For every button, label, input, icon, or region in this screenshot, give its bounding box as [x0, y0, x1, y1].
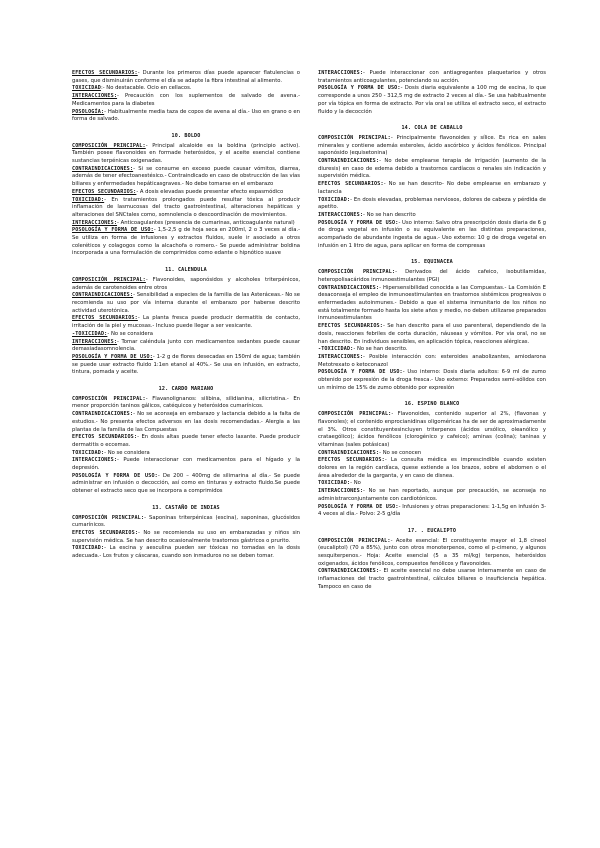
paragraph-composicion-principal	[72, 277, 300, 292]
field-text: - Anticoagulantes (presencia de cumarinas, anticoagulante natural)	[117, 219, 295, 226]
field-text: - No se considera	[107, 330, 153, 337]
paragraph-toxicidad	[72, 331, 300, 339]
field-label: INTERACCIONES:	[318, 353, 364, 360]
field-text: - Sensibilidad a especies de la familia de las Asteráceas.- No se recomienda su uso por vía interna durante el embarazo por haberse descrito actividad uterotónica.	[72, 292, 300, 314]
field-label: CONTRAINDICACIONES:	[318, 158, 380, 165]
paragraph-posologia-y-forma-de-uso	[72, 227, 300, 258]
paragraph-posologia-y-forma-de-uso	[318, 220, 546, 251]
field-label: EFECTOS SECUNDARIOS:	[72, 188, 137, 195]
paragraph-toxicidad	[318, 197, 546, 212]
field-text: :- No destacable. Ocio en cellacos.	[100, 85, 192, 92]
field-label: EFECTOS SECUNDARIOS:	[72, 315, 138, 322]
paragraph-posologia-y-forma-de-uso	[318, 504, 546, 519]
paragraph-efectos-secundarios	[72, 70, 300, 85]
section-title: 13. CASTAÑO DE INDIAS	[152, 504, 220, 511]
field-text: - Flavanolignanos: silibina, silidianina, silicristina.- En menor proporción taninos gálicos, catéquicos y heterósidos cumarínicos.	[72, 395, 300, 410]
paragraph-toxicidad	[318, 346, 546, 354]
field-text: - Dosis diaria equivalente a 100 mg de escina, lo que corresponde a unos 250 - 312,5 mg de extracto 2 veces al día.- Se usa habitualmente por vía tópica en forma de extracto. Por vía oral se utiliza el extracto seco, el extracto fluido y la decocción	[318, 85, 546, 115]
field-label: TOXICIDAD:	[72, 449, 105, 456]
paragraph-contraindicaciones	[318, 568, 546, 591]
field-label: TOXICIDAD	[72, 85, 101, 92]
field-text: - No	[350, 480, 361, 487]
field-label: COMPOSICIÓN PRINCIPAL:	[72, 276, 146, 283]
field-text: - Uso interno: Dosis diaria adultos: 6-9 ml de zumo obtenido por expresión de la droga fresca.- Uso externo: Preparados semi-sólidos con un mínimo de 15% de zumo obtenido por expresión	[318, 369, 546, 391]
field-label: CONTRAINDICACIONES:	[72, 411, 134, 418]
field-text: - Saponinas triterpénicas (escina), saponinas, glucósidos cumarínicos.	[72, 514, 300, 529]
document-page	[72, 70, 546, 840]
field-label: INTERACCIONES:	[72, 93, 118, 100]
paragraph-contraindicaciones	[72, 166, 300, 189]
field-label: INTERACCIONES:	[72, 457, 118, 464]
field-text: - Se han descrito para el uso parenteral, dependiendo de la dosis, reacciones febriles de corta duración, náuseas y vómitos. Por vía oral, no se han descrito. En individuos sensibles, en aplicación tópica, reacciones alérgicas.	[318, 323, 546, 345]
field-text: - No se han descrito	[363, 211, 416, 218]
paragraph-posologia-y-forma-de-uso	[72, 354, 300, 377]
paragraph-composicion-principal	[72, 143, 300, 166]
paragraph-composicion-principal	[72, 515, 300, 530]
field-label: POSOLOGÍA Y FORMA DE USO:	[318, 369, 403, 376]
field-label: CONTRAINDICACIONES:	[318, 568, 380, 575]
field-label: INTERACCIONES:	[72, 338, 118, 345]
paragraph-contraindicaciones	[72, 292, 300, 315]
field-text: - En tratamientos prolongados puede resultar tóxica al producir inflamación de lasmucosas del tracto gastrointestinal, alteraciones hepáticas y alteraciones del SNCtales como, somnolencia o descoordinación de movimientos.	[72, 196, 300, 218]
field-label: CONTRAINDICACIONES:	[72, 292, 134, 299]
paragraph-contraindicaciones	[318, 158, 546, 181]
paragraph-toxicidad	[318, 480, 546, 488]
section-title: 17. . EUCALIPTO	[407, 527, 457, 534]
field-label: COMPOSICIÓN PRINCIPAL:	[318, 134, 391, 141]
section-title: 16. ESPINO BLANCO	[404, 401, 460, 408]
field-label: COMPOSICIÓN PRINCIPAL:	[318, 269, 396, 276]
field-text: - No se aconseja en embarazo y lactancia debido a la falta de estudios.- No presenta efectos adversos en las dosis recomendadas.- Alergia a las plantas de la familia de las Compuestas	[72, 411, 300, 433]
paragraph-composicion-principal	[318, 269, 546, 284]
field-label: EFECTOS SECUNDARIOS:	[72, 70, 138, 76]
monograph-section	[72, 386, 300, 496]
field-text: - No se recomienda su uso en embarazadas y niños sin supervisión médica. Se han descrito ocasionalmente trastornos gástricos o prurito.	[72, 529, 300, 544]
field-text: - Derivados del ácido cafeico, isobutilamidas, heteropolisacáridos inmunoestimulantes (PGI)	[318, 269, 546, 283]
field-text: - Durante los primeros días puede aparecer flatulencias o gases, que disminuirán conforme el día se adapte la fibra intestinal al alimento.	[72, 70, 300, 84]
field-label: -TOXICIDAD:	[72, 330, 108, 337]
field-label: EFECTOS SECUNDARIOS:	[318, 181, 384, 188]
paragraph-composicion-principal	[318, 411, 546, 450]
field-label: COMPOSICIÓN PRINCIPAL:	[72, 395, 146, 402]
field-text: - No se conocen	[379, 449, 422, 456]
monograph-section	[72, 505, 300, 561]
field-label: COMPOSICIÓN PRINCIPAL:	[72, 514, 145, 521]
section-title: 14. COLA DE CABALLO	[401, 125, 463, 132]
field-label: INTERACCIONES:	[318, 211, 364, 218]
field-label: EFECTOS SECUNDARIOS:	[72, 434, 138, 441]
paragraph-efectos-secundarios	[72, 434, 300, 449]
field-text: - Flavonoides, contenido superior al 2%, (flavonas y flavonoles); el contenido enprocianidinas oligoméricas ha de ser de aproximadamente el 3%. Otros constituyentesincluyen triterpenos (ácidos ursólico, oleanólico y crataególico); ácidos fenólicos (clorogénico y cafeico); aminas (colina); taninas y vitaminas (sales potásicas)	[318, 411, 546, 448]
paragraph-efectos-secundarios	[318, 457, 546, 480]
field-label: INTERACCIONES:	[318, 70, 364, 76]
paragraph-composicion-principal	[318, 538, 546, 569]
field-text: - La planta fresca puede producir dermatitis de contacto, irritación de la piel y mucosas.- Incluso puede llegar a ser vesicante.	[72, 315, 300, 330]
field-label: EFECTOS SECUNDARIOS:	[318, 457, 385, 464]
paragraph-toxicidad	[72, 85, 300, 93]
paragraph-efectos-secundarios	[318, 181, 546, 196]
field-label: EFECTOS SECUNDARIOS:	[318, 323, 383, 330]
paragraph-composicion-principal	[72, 396, 300, 411]
monograph-section	[72, 267, 300, 377]
paragraph-posologia-y-forma-de-uso	[318, 85, 546, 116]
field-label: POSOLOGÍA Y FORMA DE USO:	[72, 353, 153, 360]
paragraph-efectos-secundarios	[72, 189, 300, 197]
field-text: - 1-2 g de flores desecadas en 150ml de agua; también se puede usar extracto fluido 1:1en etanol al 40%.- Se usa en infusión, en extracto, tintura, pomada y aceite.	[72, 353, 300, 376]
section-title: 11. CALENDULA	[165, 267, 207, 274]
monograph-section	[318, 528, 546, 592]
field-text: - Puede interaccionar con antiagregantes plaquetarios y otros tratamientos anticoagulantes, potenciando su acción.	[318, 70, 546, 84]
field-label: INTERACCIONES:	[318, 488, 364, 495]
monograph-section	[318, 125, 546, 250]
field-text: - Habitualmente media taza de copos de avena al día.- Uso en grano o en forma de salvado.	[72, 108, 300, 123]
field-label: CONTRAINDICACIONES:	[318, 449, 380, 456]
field-text: - Uso interno: Salvo otra prescripción dosis diaria de 6 g de droga vegetal en infusión o su equivalente en las distintas preparaciones, acompañado de abundante ingesta de agua.- Uso externo: 10 g de droga vegetal en infusión en 1 litro de agua, para aplicar en forma de compresas	[318, 219, 546, 249]
paragraph-interacciones	[318, 488, 546, 503]
field-label: POSOLOGÍA Y FORMA DE USO:	[72, 472, 158, 479]
paragraph-posologia	[72, 109, 300, 124]
right-column	[318, 70, 546, 840]
paragraph-interacciones	[318, 212, 546, 220]
field-label: -TOXICIDAD:	[318, 346, 354, 353]
field-label: POSOLOGÍA Y FORMA DE USO:	[318, 219, 399, 226]
field-text: - La escina y aesculina pueden ser tóxicas no tomadas en la dosis adecuada.- Los frutos y cáscaras, cuando son inmaduros no se deben tomar.	[72, 545, 300, 560]
field-text: - El aceite esencial no debe usarse internamente en caso de inflamaciones del tracto gastrointestinal, cálculos biliares o insuficiencia hepática. Tampoco en caso de	[318, 568, 546, 590]
field-text: - No se han descrito.	[353, 346, 408, 353]
field-label: POSOLOGÍA Y FORMA DE USO:	[318, 85, 401, 92]
monograph-section	[318, 259, 546, 392]
section-title: 12. CARDO MARIANO	[158, 386, 214, 393]
section-title: 15. EQUINACEA	[411, 259, 453, 266]
paragraph-efectos-secundarios	[72, 530, 300, 545]
paragraph-contraindicaciones	[72, 411, 300, 434]
field-text: - Precaución con los suplementos de salvado de avena.- Medicamentos para la diabetes	[72, 93, 300, 107]
field-text: - Posible interacción con: esteroides anabolizantes, amiodarona Metotrexato o ketoconazol	[318, 353, 546, 368]
paragraph-efectos-secundarios	[318, 323, 546, 346]
field-label: COMPOSICIÓN PRINCIPAL:	[72, 142, 146, 149]
field-text: - 1,5-2,5 g de hoja seca en 200ml, 2 o 3 veces al día.- Se utiliza en forma de infusiones y extractos fluidos, suele ir asociado a otros coleréticos y colagogos como la alcachofa o romero.- Se puede administrar boldina incorporada a una formulación de comprimidos como edante o hipnótico suave	[72, 227, 300, 257]
field-text: - Infusiones y otras preparaciones: 1-1,5g en infusión 3-4 veces al día.- Polvo: 2-5 g/día	[318, 503, 546, 518]
field-label: COMPOSICIÓN PRINCIPAL:	[318, 537, 391, 544]
section-title: 10. BOLDO	[171, 132, 201, 139]
paragraph-toxicidad	[72, 545, 300, 560]
paragraph-interacciones	[72, 339, 300, 354]
field-text: - En dosis elevadas, problemas nerviosos, dolores de cabeza y pérdida de apetito.	[318, 196, 546, 211]
paragraph-posologia-y-forma-de-uso	[72, 473, 300, 496]
paragraph-toxicidad	[72, 197, 300, 220]
field-text: - Flavonoides, saponósidos y alcoholes triterpénicos, además de carotenoides entre otros	[72, 276, 300, 291]
monograph-section	[72, 70, 300, 124]
field-text: - No se han descrito- No debe emplearse en embarazo y lactancia	[318, 181, 546, 195]
field-text: - Principalmente flavonoides y sílice. Es rica en sales minerales y contiene además esteroles, ácido ascórbico y ácidos fenólicos. Principal saponósido (equisetonina)	[318, 134, 546, 157]
field-label: INTERACCIONES:	[72, 219, 118, 226]
paragraph-interacciones	[72, 93, 300, 108]
field-label: TOXICIDAD:	[72, 196, 105, 203]
paragraph-posologia-y-forma-de-uso	[318, 369, 546, 392]
monograph-section	[72, 133, 300, 258]
paragraph-contraindicaciones	[318, 285, 546, 324]
field-text: - Principal alcaloide es la boldina (principio activo). También posee flavonoides en formade heterósidos, y el aceite esencial contiene sustancias terpénicas oxigenadas.	[72, 142, 300, 165]
monograph-section	[318, 70, 546, 116]
field-label: TOXICIDAD:	[318, 196, 351, 203]
paragraph-interacciones	[318, 354, 546, 369]
field-label: TOXICIDAD:	[318, 480, 351, 487]
paragraph-efectos-secundarios	[72, 315, 300, 330]
left-column	[72, 70, 300, 840]
field-text: - No se han reportado, aunque por precaución, se aconseja no administrarconjuntamente con cardiotónicos.	[318, 488, 546, 502]
field-text: - Puede interaccionar con medicamentos para el hígado y la depresión.	[72, 457, 300, 472]
paragraph-composicion-principal	[318, 135, 546, 158]
field-text: - A dosis elevadas puede presentar efecto espasmódico	[136, 188, 284, 195]
field-text: - No debe emplearse terapia de irrigación (aumento de la diuresis) en caso de edema debido a trastornos cardíacos o renales sin indicación y supervisión médica.	[318, 158, 546, 180]
field-label: POSOLOGÍA:	[72, 108, 105, 115]
field-text: - Hipersensibilidad conocida a las Compuestas.- La Comisión E desaconseja el empleo de inmunoestimulantes en trastornos sistémicos progresivos o enfermedades autoinmunes.- Debido a que el sistema inmunitario de los niños no está totalmente formado hasta los siete años y medio, no deben utilizarse preparados inmunoestimulantes	[318, 284, 546, 322]
field-label: COMPOSICIÓN PRINCIPAL:	[318, 411, 392, 418]
field-text: - No se considera	[104, 449, 150, 456]
field-text: - En dosis altas puede tener efecto laxante. Puede producir dermatitis o eccemas.	[72, 434, 300, 448]
field-label: EFECTOS SECUNDARIOS:	[72, 529, 139, 536]
field-text: - La consulta médica es imprescindible cuando existen dolores en la región cardíaca, quese extiende a los brazos, sobre el abdomen o el área alrededor de la garganta, y en caso de disnea.	[318, 457, 546, 479]
field-label: POSOLOGÍA Y FORMA DE USO:	[318, 503, 399, 510]
field-label: CONTRAINDICACIONES:	[72, 165, 134, 172]
field-label: POSOLOGÍA Y FORMA DE USO:	[72, 227, 154, 234]
field-text: - De 200 – 400mg de silimarina al día.- Se puede administrar en infusión o decocción, así como en tinturas y extracto fluido.Se puede obtener el extracto seco que se incorpora a comprimidos	[72, 472, 300, 495]
field-text: - Aceite esencial: El constituyente mayor el 1,8 cineol (eucaliptol) (70 a 85%), junto con otros monoterpenos, como el p-cimeno, y algunos sesquiterpenos.- Hoja: Aceite esencial (5 a 35 ml/kg) terpenos, heterósidos oxigenados, ácidos fenólicos, compuestos fenólicos y flavonoides.	[318, 537, 546, 567]
monograph-section	[318, 401, 546, 519]
field-text: - Tomar caléndula junto con medicamentos sedantes puede causar demasiadasomnolencia.	[72, 338, 300, 353]
field-label: TOXICIDAD:	[72, 545, 105, 552]
paragraph-interacciones	[318, 70, 546, 85]
paragraph-interacciones	[72, 457, 300, 472]
field-label: CONTRAINDICACIONES:	[318, 284, 380, 291]
field-text: - Si se consume en exceso puede causar vómitos, diarrea, además de tener efectoanestésico.- Contraindicado en caso de obstrucción de las vías biliares y enfermedades hepáticasgraves.- No debe tomarse en el embarazo	[72, 165, 300, 188]
